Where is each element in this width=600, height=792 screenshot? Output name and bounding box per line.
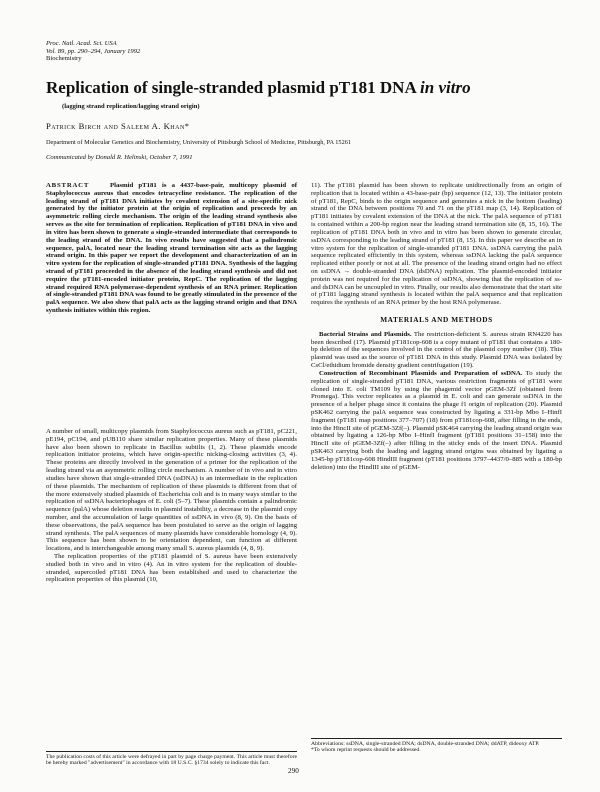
page-number: 290 (288, 767, 299, 775)
journal-header (46, 40, 140, 63)
section-heading-methods: MATERIALS AND METHODS (380, 315, 493, 324)
abstract-label: ABSTRACT (46, 182, 90, 189)
journal-volume: Vol. 89, pp. 290–294, January 1992 (46, 47, 141, 55)
affiliation: Department of Molecular Genetics and Biochemistry, University of Pittsburgh School of Medicine, Pittsburgh, PA 15261 (46, 139, 352, 146)
methods-text: To study the replication of single-stranded pT181 DNA, various restriction fragments of pT181 were cloned into E. coli TM109 by using the phagemid vector pGEM-3Zf (obtained from Promega). This vector replicates as a plasmid in E. coli and can generate ssDNA in the presence of a helper phage since it contains the phage f1 origin of replication (20). Plasmid pSK462 carrying the palA sequence was constructed by ligating a 331-bp Mbo I–HinfI fragment (pT181 map positions 377–707) (18) from pT181cop-608, after filling in the ends, into the HincII site of pGEM-3Zf(–). Plasmid pSK464 carrying the leading strand origin was obtained by ligating a 126-bp Mbo I–HinfI fragment (pT181 positions 31–158) into the HincII site of pGEM-3Zf(–) after filling in the sticky ends of the insert DNA. Plasmid pSK463 carrying both the leading and lagging strand origins was obtained by ligating a 1345-bp pT181cop-608 HindIII fragment (pT181 positions 3797–4437/0–885 with a 180-bp deletion) into the HindIII site of pGEM- (311, 369, 562, 471)
run-in-heading: Bacterial Strains and Plasmids. (319, 330, 412, 338)
methods-paragraph (311, 370, 562, 472)
article-title (46, 78, 566, 98)
communicated-by: Communicated by Donald R. Helinski, October 7, 1991 (46, 154, 193, 161)
methods-paragraph (311, 331, 562, 370)
title-main: Replication of single-stranded plasmid pT181 DNA (46, 78, 421, 97)
footnotes-right (311, 741, 562, 754)
methods-text: The restriction-deficient S. aureus strain RN4220 has been described (17). Plasmid pT181cop-608 is a copy mutant of pT181 that contains a 180-bp deletion of the sequences involved in the control of the plasmid copy number (18). This plasmid was used as the source of pT181 DNA in this study. Plasmid DNA was isolated by CsCl/ethidium bromide density gradient centrifugation (19). (311, 330, 562, 370)
intro-paragraph: A number of small, multicopy plasmids from Staphylococcus aureus such as pT181, pC221, pE194, pC194, and pUB110 share similar replication properties. Many of these plasmids have also been shown to replicate in Bacillus subtilis (1, 2). These plasmids encode replication initiator proteins, which have origin-specific nicking-closing activities (3, 4). These proteins are directly involved in the generation of a primer for the replication of the leading strand via an asymmetric rolling circle mechanism. A number of in vivo and in vitro studies have shown that single-stranded DNA (ssDNA) is an intermediate in the replication of these plasmids. The mechanism of replication of these plasmids is different from that of the more extensively studied plasmids of Escherichia coli and is in many ways similar to the replication of ssDNA bacteriophages of E. coli (5–7). These plasmids contain a palindromic sequence (palA) whose deletion results in plasmid instability, a decrease in the plasmid copy number, and the accumulation of large quantities of ssDNA in vivo (8, 9). On the basis of these observations, the palA sequence has been postulated to serve as the origin of lagging strand synthesis. The palA sequences of many plasmids have considerable homology (4, 9). This sequence has been shown to be orientation dependent, can function at different locations, and is interchangeable among many small S. aureus plasmids (4, 8, 9). (46, 428, 297, 553)
abstract (46, 182, 297, 315)
introduction (46, 428, 297, 584)
right-column (311, 182, 562, 471)
footnote-publication-costs: The publication costs of this article were defrayed in part by page charge payment. This article must therefore be hereby marked "advertisement" in accordance with 18 U.S.C. §1734 solely to indicate this fact. (46, 754, 297, 767)
authors: Patrick Birch and Saleem A. Khan* (46, 121, 190, 131)
abstract-text: Plasmid pT181 is a 4437-base-pair, multicopy plasmid of Staphylococcus aureus that encodes tetracycline resistance. The replication of the leading strand of pT181 DNA initiates by covalent extension of a site-specific nick generated by the initiator protein at the origin of replication and proceeds by an asymmetric rolling circle mechanism. The origin of the leading strand synthesis also serves as the site for termination of replication. Replication of pT181 DNA in vivo and in vitro has been shown to generate a single-stranded intermediate that corresponds to the leading strand of the DNA. In vivo results have suggested that a palindromic sequence, palA, located near the leading strand termination site acts as the lagging strand origin. In this paper we report the development and characterization of an in vitro system for the replication of single-stranded pT181 DNA. Synthesis of the lagging strand of pT181 proceeded in the absence of the leading strand synthesis and did not require the pT181-encoded initiator protein, RepC. The replication of the lagging strand required RNA polymerase-dependent synthesis of an RNA primer. Replication of single-stranded pT181 DNA was found to be greatly stimulated in the presence of the palA sequence. We also show that palA acts as the lagging strand origin and that DNA synthesis initiates within this region. (46, 182, 298, 314)
article-subtitle: (lagging strand replication/lagging strand origin) (62, 103, 200, 110)
footnote-abbreviations: Abbreviations: ssDNA, single-stranded DNA; dsDNA, double-stranded DNA; ddATP, dideoxy ATP. (311, 741, 540, 747)
journal-name: Proc. Natl. Acad. Sci. USA (46, 40, 117, 47)
journal-section: Biochemistry (46, 55, 82, 63)
intro-paragraph: The replication properties of the pT181 plasmid of S. aureus have been extensively studied both in vivo and in vitro (4). An in vitro system for the replication of double-stranded, supercoiled pT181 DNA has been established and used to characterize the replication properties of this plasmid (10, (46, 553, 297, 584)
footnote-rule-left (46, 751, 297, 752)
intro-continuation: 11). The pT181 plasmid has been shown to replicate unidirectionally from an origin of replication that is located within a 43-base-pair (bp) sequence (12, 13). The initiator protein of pT181, RepC, binds to the origin sequence and generates a nick in the bottom (leading) strand of the DNA between positions 70 and 71 on the pT181 map (3, 14). Replication of pT181 initiates by covalent extension of the DNA at the nick. The palA sequence of pT181 is contained within a 200-bp region near the leading strand termination site (8, 15, 16). The replication of pT181 DNA both in vivo and in vitro has been shown to generate circular, ssDNA corresponding to the leading strand of pT181 (8, 15). In this paper we describe an in vitro system for the replication of single-stranded pT181 DNA. ssDNA carrying the palA sequence replicated efficiently in this system, whereas ssDNA lacking the palA sequence replicated either poorly or not at all. The presence of the leading strand origin had no effect on ssDNA → double-stranded DNA (dsDNA) replication. The plasmid-encoded initiator protein was not required for the replication of ssDNA, showing that the replication of ss- and dsDNA can be uncoupled in vitro. Finally, our results also demonstrate that the start site of pT181 lagging strand synthesis is located within the palA sequence and that replication requires the synthesis of an RNA primer by the host RNA polymerase. (311, 182, 562, 307)
title-italic: in vitro (420, 78, 471, 97)
footnote-rule-right (311, 738, 562, 739)
run-in-heading: Construction of Recombinant Plasmids and Preparation of ssDNA. (319, 369, 523, 377)
footnote-correspondence: *To whom reprint requests should be addressed. (311, 747, 421, 754)
